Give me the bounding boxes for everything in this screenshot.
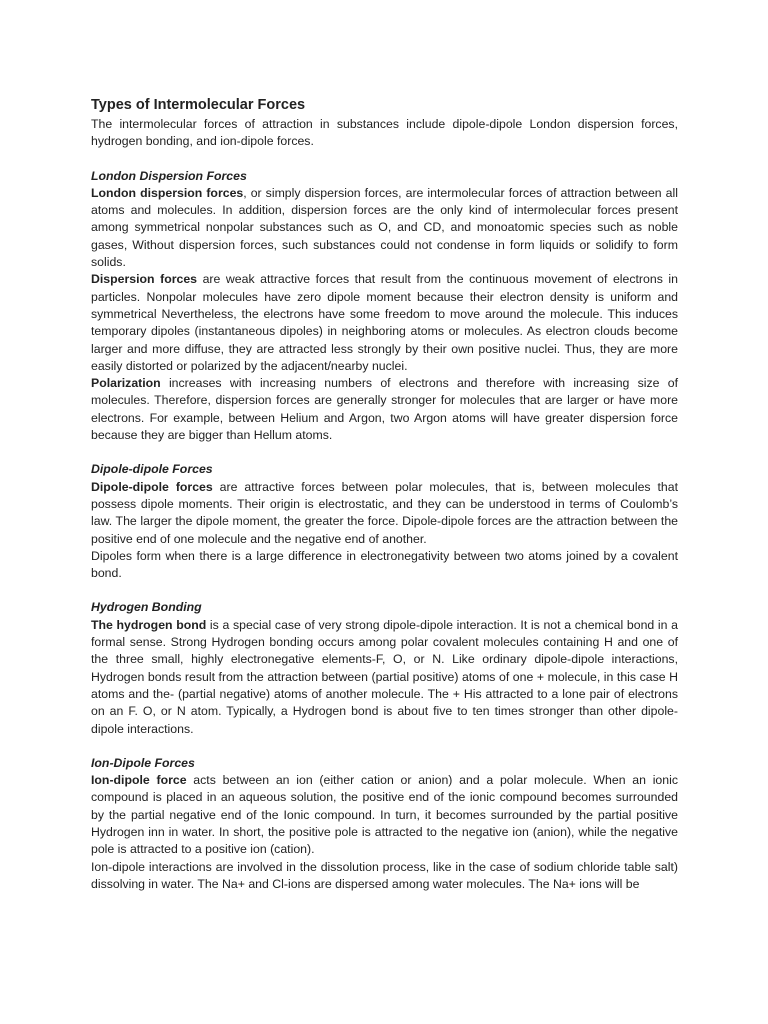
paragraph — [91, 859, 678, 894]
section-heading: London Dispersion Forces — [91, 168, 247, 183]
paragraph-lead: Dispersion forces — [91, 272, 198, 287]
paragraph-text: is a special case of very strong dipole-dipole interaction. It is not a chemical bond in a formal sense. Strong Hydrogen bonding occurs among polar covalent molecules containing H and one of the three small, highly electronegative elements-F, O, or N. Like ordinary dipole-dipole interactions, Hydrogen bonds result from the attraction between (partial positive) atoms of one + molecule, in this case H atoms and the- (partial negative) atoms of another molecule. The + His attracted to a lone pair of electrons on an F. O, or N atom. Typically, a Hydrogen bond is about five to ten times stronger than other dipole-dipole interactions. — [91, 617, 678, 736]
paragraph-lead: Dipole-dipole forces — [91, 479, 213, 494]
section-heading: Ion-Dipole Forces — [91, 755, 195, 770]
paragraph-text: are weak attractive forces that result from the continuous movement of electrons in particles. Nonpolar molecules have zero dipole moment because their electron density is uniform and symmetrical Nevertheless, the electrons have some freedom to move around the molecule. This induces temporary dipoles (instantaneous dipoles) in neighboring atoms or molecules. As electron clouds become larger and more diffuse, they are attracted less strongly by their own positive nuclei. Thus, they are more easily distorted or polarized by the adjacent/nearby nuclei. — [91, 272, 678, 373]
section-heading: Hydrogen Bonding — [91, 600, 202, 615]
paragraph — [91, 185, 678, 271]
paragraph — [91, 617, 678, 738]
paragraph — [91, 772, 678, 858]
section-heading: Dipole-dipole Forces — [91, 462, 213, 477]
paragraph-text: Dipoles form when there is a large difference in electronegativity between two atoms joined by a covalent bond. — [91, 548, 678, 581]
paragraph-text: acts between an ion (either cation or anion) and a polar molecule. When an ionic compound is placed in an aqueous solution, the positive end of the ionic compound becomes surrounded by the partial negative end of the Ionic compound. In turn, it becomes surrounded by the partial positive Hydrogen inn in water. In short, the positive pole is attracted to the negative ion (anion), while the negative pole is attracted to a positive ion (cation). — [91, 773, 678, 857]
paragraph — [91, 548, 678, 583]
paragraph-lead: London dispersion forces — [91, 185, 244, 200]
section-ion-dipole — [91, 755, 678, 893]
paragraph-lead: Ion-dipole force — [91, 773, 187, 788]
paragraph-text: increases with increasing numbers of electrons and therefore with increasing size of molecules. Therefore, dispersion forces are generally stronger for molecules that are larger or have more electrons. For example, between Helium and Argon, two Argon atoms will have greater dispersion force because they are bigger than Hellum atoms. — [91, 376, 678, 443]
paragraph — [91, 271, 678, 375]
paragraph — [91, 375, 678, 444]
paragraph-text: Ion-dipole interactions are involved in the dissolution process, like in the case of sodium chloride table salt) dissolving in water. The Na+ and Cl-ions are dispersed among water molecules. The Na+ ions will be — [91, 859, 678, 891]
paragraph-lead: The hydrogen bond — [91, 617, 207, 632]
document-title: Types of Intermolecular Forces — [91, 97, 306, 113]
section-london — [91, 168, 678, 445]
document-page — [91, 96, 678, 893]
paragraph — [91, 479, 678, 548]
paragraph-text: are attractive forces between polar molecules, that is, between molecules that possess dipole moments. Their origin is electrostatic, and they can be understood in terms of Coulomb’s law. The larger the dipole moment, the greater the force. Dipole-dipole forces are the attraction between the positive end of one molecule and the negative end of another. — [91, 479, 679, 546]
paragraph-text: , or simply dispersion forces, are intermolecular forces of attraction between all atoms and molecules. In addition, dispersion forces are the only kind of intermolecular forces present among symmetrical nonpolar substances such as O, and CD, and monoatomic species such as noble gases, Without dispersion forces, such substances could not condense in form liquids or solidify to form solids. — [91, 185, 678, 270]
intro-paragraph: The intermolecular forces of attraction in substances include dipole-dipole London dispersion forces, hydrogen bonding, and ion-dipole forces. — [91, 117, 678, 149]
section-hydrogen-bonding — [91, 599, 678, 737]
section-dipole-dipole — [91, 461, 678, 582]
paragraph-lead: Polarization — [91, 376, 161, 391]
